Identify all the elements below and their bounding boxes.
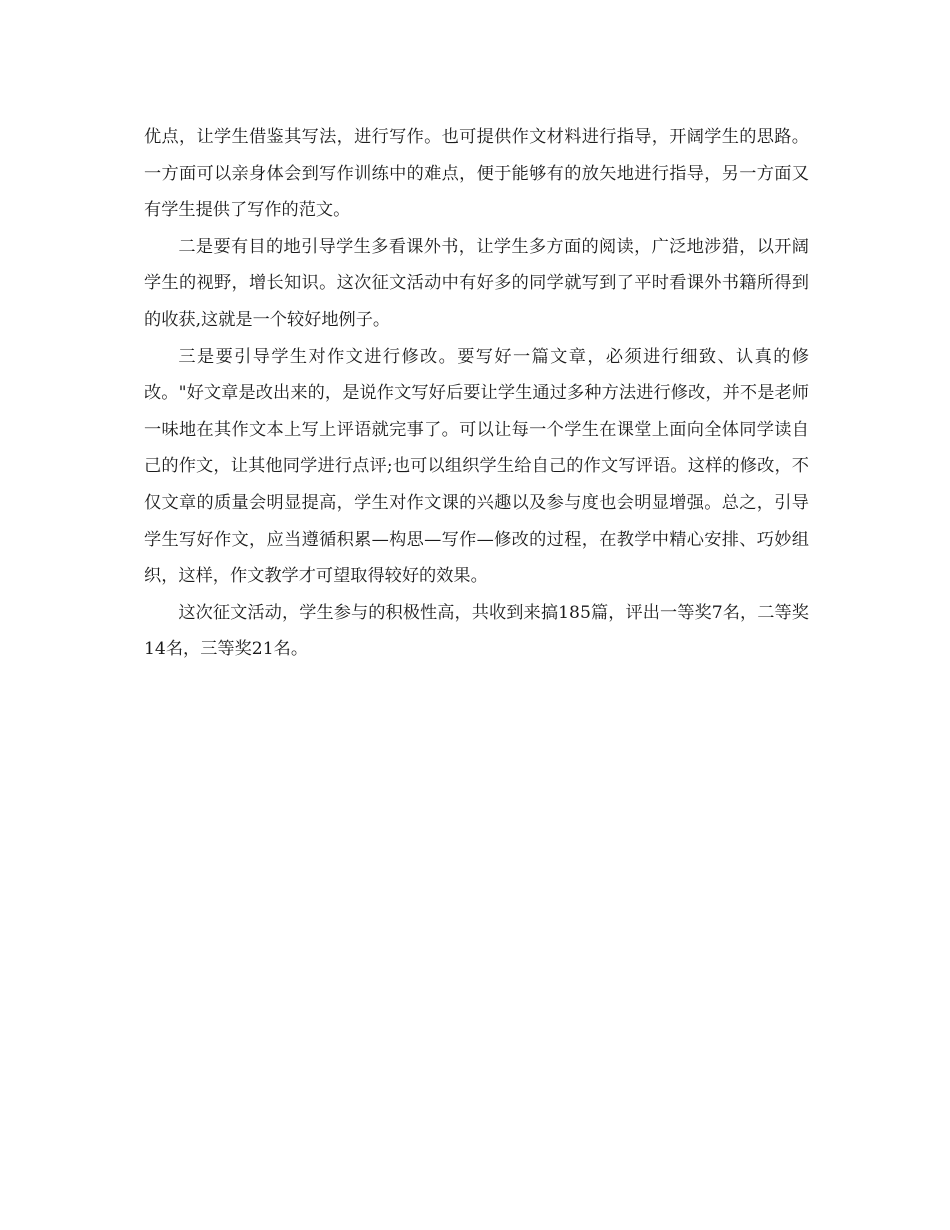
- paragraph-writing-guidance: 优点，让学生借鉴其写法，进行写作。也可提供作文材料进行指导，开阔学生的思路。一方面可以亲身体会到写作训练中的难点，便于能够有的放矢地进行指导，另一方面又有学生提供了写作的范文。: [144, 127, 809, 221]
- paragraph-extracurricular-reading: 二是要有目的地引导学生多看课外书，让学生多方面的阅读，广泛地涉猎，以开阔学生的视野，增长知识。这次征文活动中有好多的同学就写到了平时看课外书籍所得到的收获,这就是一个较好地例子。: [144, 236, 809, 330]
- paragraph-essay-revision: 三是要引导学生对作文进行修改。要写好一篇文章，必须进行细致、认真的修改。"好文章是改出来的，是说作文写好后要让学生通过多种方法进行修改，并不是老师一味地在其作文本上写上评语就完事了。可以让每一个学生在课堂上面向全体同学读自己的作文，让其他同学进行点评;也可以组织学生给自己的作文写评语。这样的修改，不仅文章的质量会明显提高，学生对作文课的兴趣以及参与度也会明显增强。总之，引导学生写好作文，应当遵循积累—构思—写作—修改的过程，在教学中精心安排、巧妙组织，这样，作文教学才可望取得较好的效果。: [144, 346, 809, 587]
- document-body: [144, 119, 809, 668]
- paragraph-contest-results: 这次征文活动，学生参与的积极性高，共收到来搞185篇，评出一等奖7名，二等奖14名，三等奖21名。: [144, 602, 809, 660]
